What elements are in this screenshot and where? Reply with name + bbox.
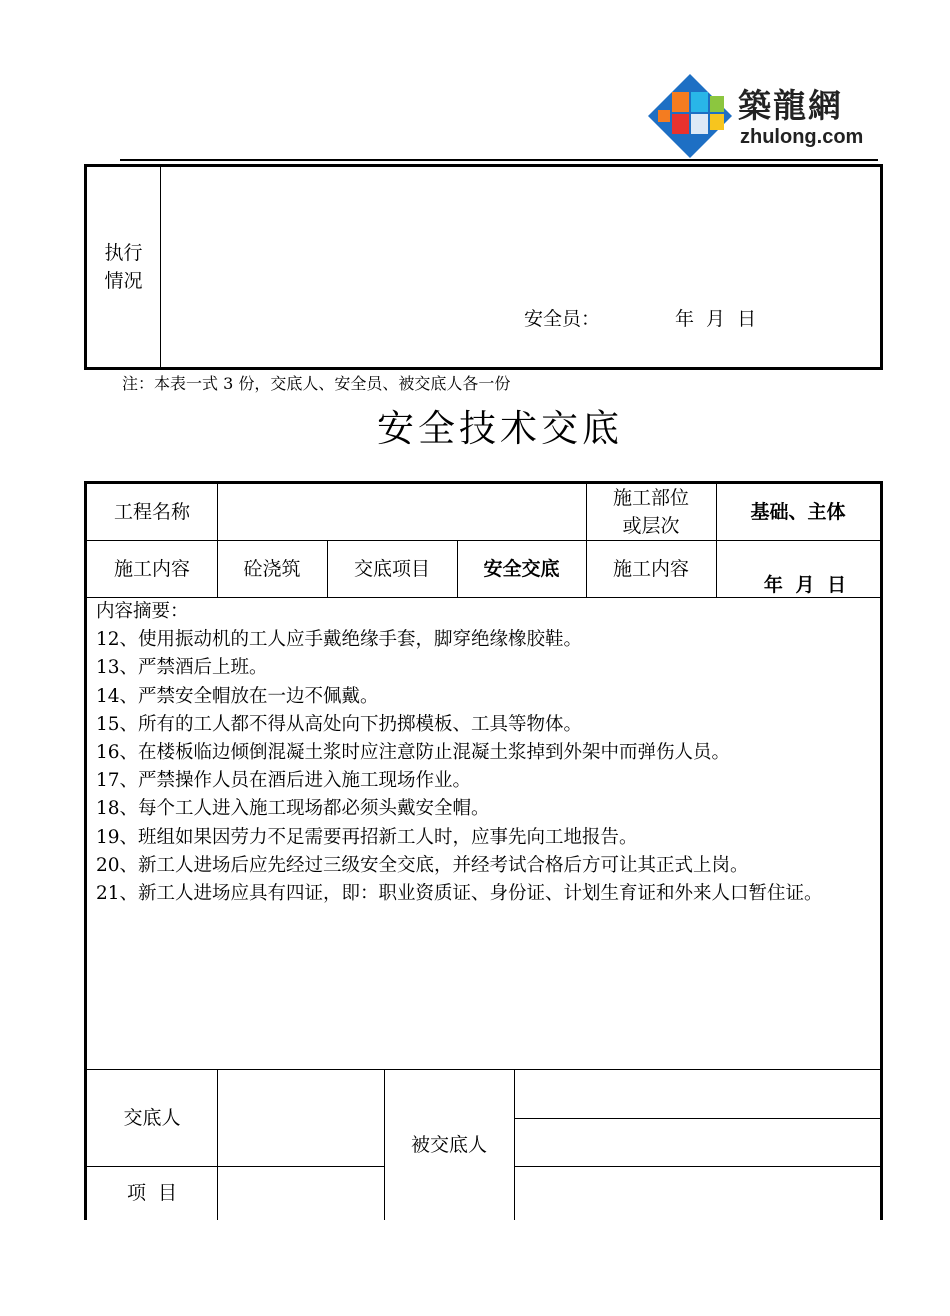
receiver-line-1 <box>514 1118 880 1119</box>
location-label-line1: 施工部位 <box>612 487 689 509</box>
receiver-line-2 <box>514 1166 880 1167</box>
execution-label-line2: 情况 <box>104 270 143 292</box>
location-value: 基础、主体 <box>750 501 846 523</box>
content-label-2: 施工内容 <box>612 557 689 580</box>
execution-label <box>87 239 160 295</box>
summary-item: 17、严禁操作人员在酒后进入施工现场作业。 <box>96 770 472 792</box>
logo-chinese-text: 築龍網 <box>738 86 843 125</box>
execution-divider <box>160 167 161 367</box>
summary-item: 19、班组如果因劳力不足需要再招新工人时，应事先向工地报告。 <box>96 826 638 848</box>
summary-item: 14、严禁安全帽放在一边不佩戴。 <box>96 685 379 707</box>
execution-date: 年 月 日 <box>675 308 757 330</box>
safety-officer-label: 安全员： <box>524 308 601 330</box>
summary-item: 16、在楼板临边倾倒混凝土浆时应注意防止混凝土浆掉到外架中而弹伤人员。 <box>96 742 731 764</box>
summary-item: 21、新工人进场应具有四证，即：职业资质证、身份证、计划生育证和外来人口暂住证。 <box>96 883 823 905</box>
page-title: 安全技术交底 <box>377 407 623 450</box>
signoff-col-3 <box>514 1069 515 1220</box>
project-label: 项 目 <box>126 1182 178 1204</box>
zhulong-logo <box>648 74 878 158</box>
logo-english-text: zhulong.com <box>740 126 864 148</box>
content-label: 施工内容 <box>113 557 190 580</box>
receiver-label: 被交底人 <box>410 1133 487 1156</box>
summary-item: 12、使用振动机的工人应手戴绝缘手套，脚穿绝缘橡胶鞋。 <box>96 629 583 651</box>
discloser-label: 交底人 <box>123 1106 181 1129</box>
summary-heading: 内容摘要： <box>96 601 189 622</box>
signoff-col-1 <box>217 1069 218 1220</box>
summary-item: 18、每个工人进入施工现场都必须头戴安全帽。 <box>96 798 490 820</box>
execution-box <box>84 164 883 370</box>
content-summary <box>96 598 876 908</box>
project-name-label: 工程名称 <box>113 501 190 523</box>
disclosure-form <box>84 481 883 1220</box>
project-name-value <box>217 484 586 540</box>
item-label: 交底项目 <box>353 557 430 580</box>
logo-mark-icon <box>648 74 732 158</box>
header-rule <box>120 159 878 161</box>
item-value: 安全交底 <box>483 557 560 580</box>
summary-item: 15、所有的工人都不得从高处向下扔掷模板、工具等物体。 <box>96 713 583 735</box>
copies-note: 注：本表一式 3 份，交底人、安全员、被交底人各一份 <box>122 374 511 393</box>
summary-item: 13、严禁酒后上班。 <box>96 657 268 679</box>
form-date: 年 月 日 <box>763 573 847 596</box>
location-label-line2: 或层次 <box>622 515 680 537</box>
location-label <box>586 484 716 540</box>
summary-item: 20、新工人进场后应先经过三级安全交底，并经考试合格后方可让其正式上岗。 <box>96 854 749 876</box>
content-value: 砼浇筑 <box>243 557 301 580</box>
execution-label-line1: 执行 <box>104 242 143 264</box>
